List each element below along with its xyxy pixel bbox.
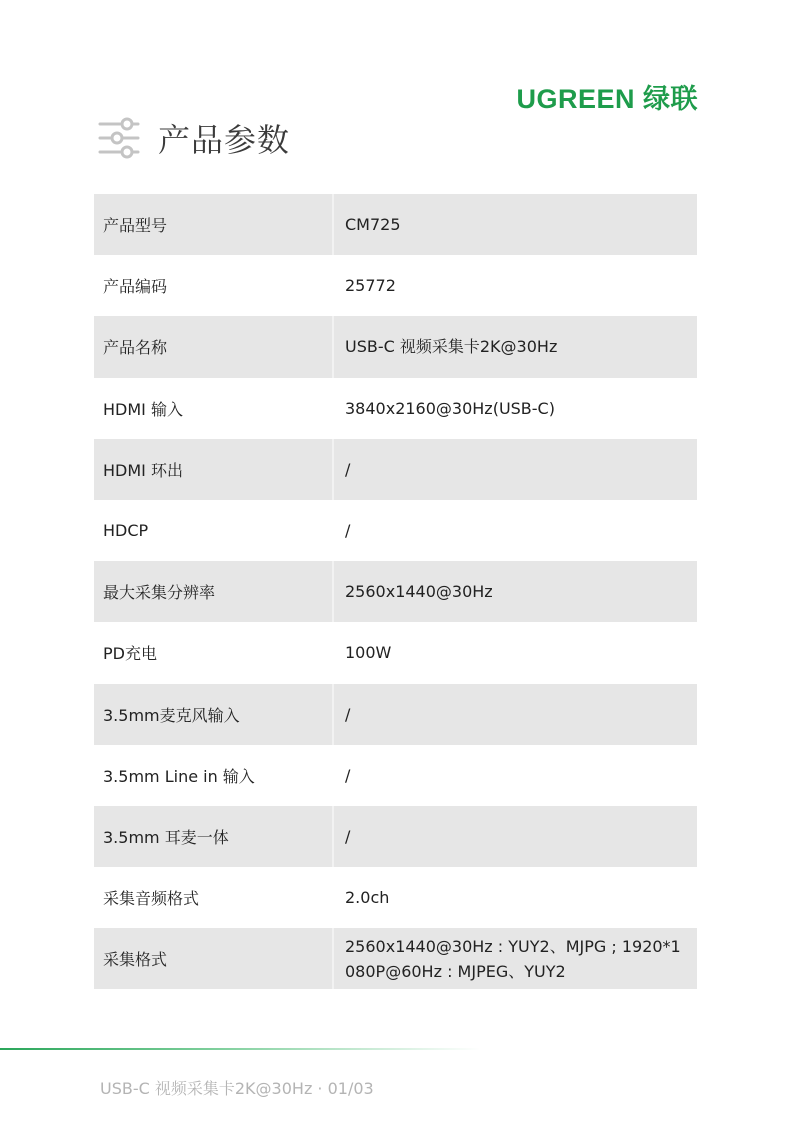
spec-value: 25772 bbox=[345, 276, 396, 296]
spec-label: 3.5mm Line in 输入 bbox=[103, 766, 255, 786]
spec-value: 3840x2160@30Hz(USB-C) bbox=[345, 398, 555, 418]
spec-label: HDMI 环出 bbox=[94, 439, 334, 500]
spec-row bbox=[94, 561, 697, 622]
spec-value: 100W bbox=[345, 643, 392, 663]
page-title: 产品参数 bbox=[158, 121, 291, 159]
spec-row bbox=[94, 745, 697, 806]
spec-value: 2560x1440@30Hz : YUY2、MJPG ; 1920*1080P@60Hz : MJPEG、YUY2 bbox=[345, 936, 681, 981]
spec-row bbox=[94, 622, 697, 683]
footer-divider bbox=[0, 1048, 480, 1050]
spec-value: / bbox=[345, 826, 351, 846]
brand-logo: UGREEN 绿联 bbox=[516, 84, 698, 114]
spec-label: 产品编码 bbox=[103, 277, 168, 297]
spec-value: / bbox=[345, 521, 351, 541]
sliders-icon bbox=[98, 116, 140, 160]
spec-label: HDCP bbox=[103, 521, 149, 541]
spec-row bbox=[94, 439, 697, 500]
spec-row bbox=[94, 928, 697, 989]
spec-row bbox=[94, 255, 697, 316]
spec-label: 产品名称 bbox=[94, 316, 334, 377]
spec-value: / bbox=[345, 765, 351, 785]
spec-row bbox=[94, 867, 697, 928]
spec-label: 产品型号 bbox=[94, 194, 334, 255]
spec-label: HDMI 输入 bbox=[103, 399, 183, 419]
spec-label: 3.5mm 耳麦一体 bbox=[94, 806, 334, 867]
spec-row bbox=[94, 500, 697, 561]
spec-label: 最大采集分辨率 bbox=[94, 561, 334, 622]
spec-label: 采集格式 bbox=[94, 928, 334, 989]
spec-value: / bbox=[345, 704, 351, 724]
spec-value: 2560x1440@30Hz bbox=[345, 582, 493, 602]
spec-row bbox=[94, 806, 697, 867]
spec-value: / bbox=[345, 459, 351, 479]
spec-label: PD充电 bbox=[103, 644, 157, 664]
spec-row bbox=[94, 684, 697, 745]
spec-value: 2.0ch bbox=[345, 888, 390, 908]
spec-table bbox=[94, 194, 697, 989]
spec-label: 3.5mm麦克风输入 bbox=[94, 684, 334, 745]
spec-value: USB-C 视频采集卡2K@30Hz bbox=[345, 337, 558, 357]
spec-row bbox=[94, 378, 697, 439]
spec-row bbox=[94, 316, 697, 377]
spec-value: CM725 bbox=[345, 215, 401, 235]
spec-label: 采集音频格式 bbox=[103, 889, 200, 909]
footer-page-label: USB-C 视频采集卡2K@30Hz · 01/03 bbox=[100, 1079, 374, 1098]
spec-row bbox=[94, 194, 697, 255]
